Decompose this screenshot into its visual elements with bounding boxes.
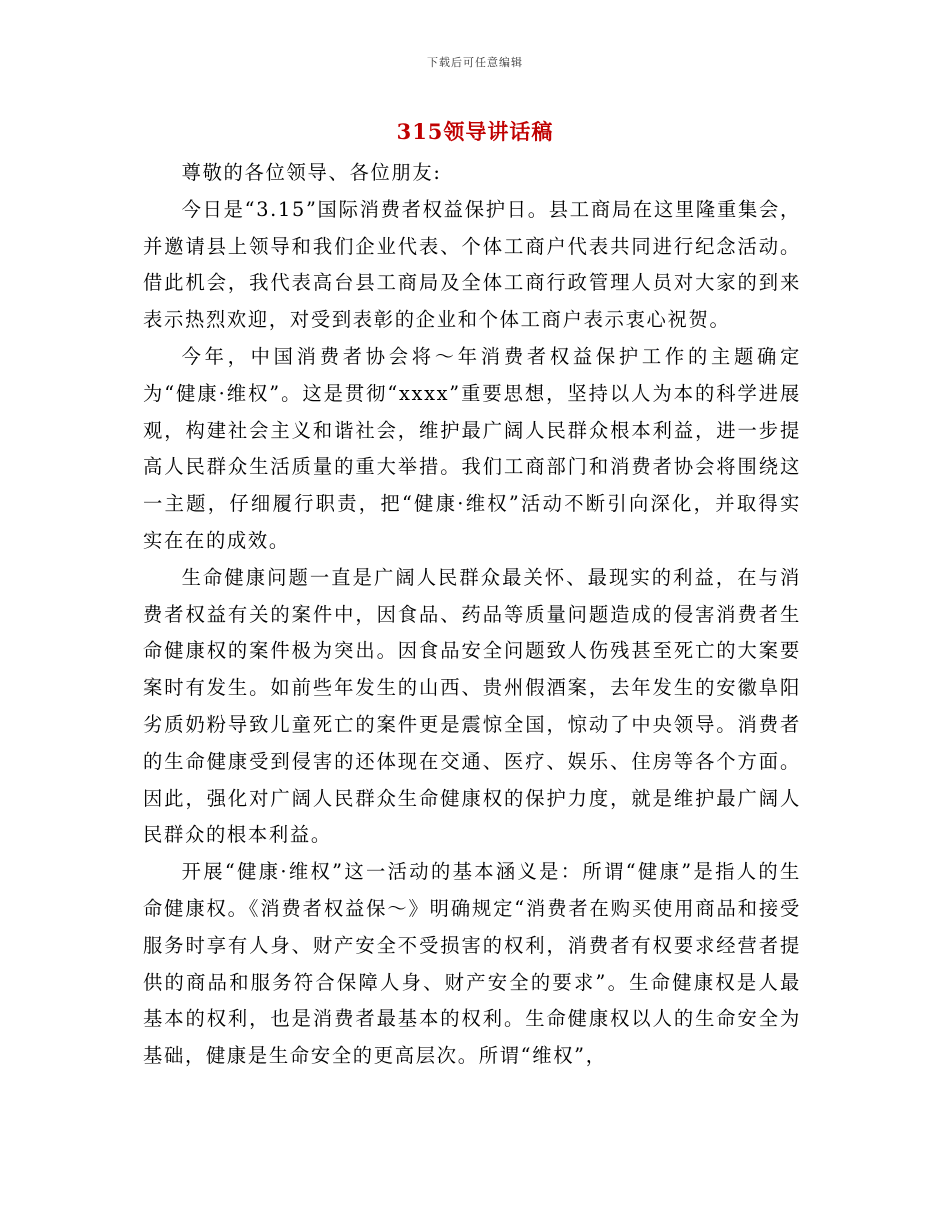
- salutation: 尊敬的各位领导、各位朋友:: [181, 161, 442, 184]
- page-header-note: 下载后可任意编辑: [427, 56, 523, 69]
- paragraph-2: 今年，中国消费者协会将～年消费者权益保护工作的主题确定为“健康·维权”。这是贯彻“xxxx”重要思想，坚持以人为本的科学进展观，构建社会主义和谐社会，维护最广阔人民群众根本利益，进一步提高人民群众生活质量的重大举措。我们工商部门和消费者协会将围绕这一主题，仔细履行职责，把“健康·维权”活动不断引向深化，并取得实实在在的成效。: [143, 344, 801, 552]
- document-title: 315领导讲话稿: [396, 119, 554, 144]
- paragraph-4: 开展“健康·维权”这一活动的基本涵义是：所谓“健康”是指人的生命健康权。《消费者权益保～》明确规定“消费者在购买使用商品和接受服务时享有人身、财产安全不受损害的权利，消费者有权要求经营者提供的商品和服务符合保障人身、财产安全的要求”。生命健康权是人最基本的权利，也是消费者最基本的权利。生命健康权以人的生命安全为基础，健康是生命安全的更高层次。所谓“维权”，: [143, 860, 801, 1068]
- document-body: [143, 155, 801, 1075]
- paragraph-1: 今日是“3.15”国际消费者权益保护日。县工商局在这里隆重集会，并邀请县上领导和我们企业代表、个体工商户代表共同进行纪念活动。借此机会，我代表高台县工商局及全体工商行政管理人员对大家的到来表示热烈欢迎，对受到表彰的企业和个体工商户表示衷心祝贺。: [143, 197, 801, 332]
- paragraph-3: 生命健康问题一直是广阔人民群众最关怀、最现实的利益，在与消费者权益有关的案件中，因食品、药品等质量问题造成的侵害消费者生命健康权的案件极为突出。因食品安全问题致人伤残甚至死亡的大案要案时有发生。如前些年发生的山西、贵州假酒案，去年发生的安徽阜阳劣质奶粉导致儿童死亡的案件更是震惊全国，惊动了中央领导。消费者的生命健康受到侵害的还体现在交通、医疗、娱乐、住房等各个方面。因此，强化对广阔人民群众生命健康权的保护力度，就是维护最广阔人民群众的根本利益。: [143, 565, 801, 847]
